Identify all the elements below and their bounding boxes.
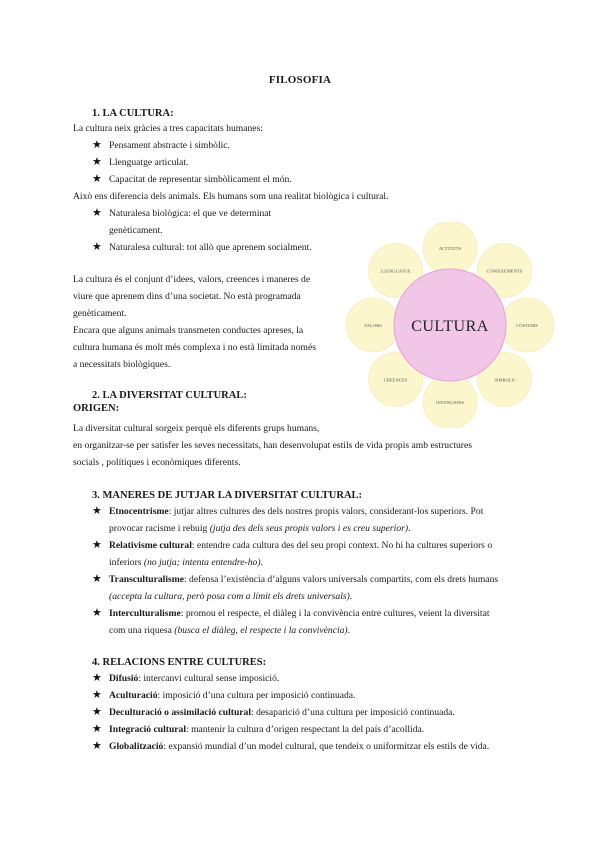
star-bullet-icon: ★ xyxy=(92,740,102,752)
s1-capacity: Pensament abstracte i simbòlic. xyxy=(109,140,230,151)
page-title: FILOSOFIA xyxy=(268,74,332,86)
diagram-center-label: CULTURA xyxy=(411,318,489,335)
s1-paragraph-line: genèticament. xyxy=(73,308,127,319)
s3-definition: : entendre cada cultura des del seu propi context. No hi ha cultures superiors o xyxy=(191,540,493,551)
s1-capacity: Llenguatge articulat. xyxy=(109,157,189,168)
s1-nature: Naturalesa biològica: el que ve determinat xyxy=(109,208,272,219)
s4-item xyxy=(109,721,424,738)
star-bullet-icon: ★ xyxy=(92,173,102,185)
s3-text: . xyxy=(408,523,411,534)
s3-definition: : promou el respecte, el diàleg i la convivència entre cultures, veient la diversitat xyxy=(180,608,490,619)
s3-item xyxy=(109,503,483,520)
s3-item-cont xyxy=(109,520,410,537)
s3-definition: : jutjar altres cultures des dels nostres propis valors, considerant-los superiors. Pot xyxy=(168,506,484,517)
s3-item-cont xyxy=(109,554,263,571)
s1-paragraph-line: Encara que alguns animals transmeten conductes apreses, la xyxy=(73,325,304,336)
s4-term: Globalització xyxy=(109,741,164,752)
s3-term: Transculturalisme xyxy=(109,574,184,585)
s4-definition: : imposició d’una cultura per imposició continuada. xyxy=(157,690,356,701)
s1-paragraph-line: a necessitats biològiques. xyxy=(73,359,171,370)
star-bullet-icon: ★ xyxy=(92,156,102,168)
s1-nature: Naturalesa cultural: tot allò que aprenem socialment. xyxy=(109,242,312,253)
s1-difference: Això ens diferencia dels animals. Els humans som una realitat biològica i cultural. xyxy=(73,191,389,202)
star-bullet-icon: ★ xyxy=(92,689,102,701)
s1-capacity: Capacitat de representar simbòlicament el món. xyxy=(109,174,292,185)
s4-item xyxy=(109,687,355,704)
s3-note: (busca el diàleg, el respecte i la convivència) xyxy=(174,625,348,636)
diagram-petal-label: CREENCES xyxy=(383,377,408,383)
s3-text: . xyxy=(260,557,263,568)
s3-text: . xyxy=(347,625,351,636)
s4-item xyxy=(109,670,279,687)
s4-term: Integració cultural xyxy=(109,724,187,735)
s3-term: Interculturalisme xyxy=(109,608,181,619)
diagram-petal-label: CONEIXEMENTS xyxy=(486,268,523,274)
s1-intro: La cultura neix gràcies a tres capacitats humanes: xyxy=(73,123,263,134)
section-2-heading: 2. LA DIVERSITAT CULTURAL: xyxy=(92,390,247,401)
s3-item xyxy=(109,537,492,554)
s4-term: Deculturació o assimilació cultural xyxy=(109,707,252,718)
diagram-petal-label: INVENCIONS xyxy=(435,400,465,405)
s2-line: en organitzar-se per satisfer les seves necessitats, han desenvolupat estils de vida propis amb estructures xyxy=(73,440,472,451)
diagram-petal-label: VALORS xyxy=(364,323,382,328)
s4-definition: : expansió mundial d’un model cultural, que tendeix o uniformitzar els estils de vida. xyxy=(163,741,490,752)
star-bullet-icon: ★ xyxy=(92,706,102,718)
s2-subheading: ORIGEN: xyxy=(73,403,120,414)
s3-text: . xyxy=(349,591,353,602)
s4-term: Difusió xyxy=(109,673,139,684)
star-bullet-icon: ★ xyxy=(92,672,102,684)
s3-definition: : defensa l’existència d’alguns valors universals compartits, com els drets humans xyxy=(183,574,499,585)
s4-definition: : desaparició d’una cultura per imposició continuada. xyxy=(251,707,455,718)
s3-item-cont xyxy=(109,622,350,639)
star-bullet-icon: ★ xyxy=(92,723,102,735)
star-bullet-icon: ★ xyxy=(92,573,102,585)
s4-item xyxy=(109,704,455,721)
culture-flower-diagram xyxy=(340,222,560,428)
s3-text: com una riquesa xyxy=(109,625,175,636)
star-bullet-icon: ★ xyxy=(92,207,102,219)
diagram-petal-label: LLENGUATGE xyxy=(380,268,411,274)
s3-note: (jutja des dels seus propis valors i es creu superior) xyxy=(209,523,409,534)
section-4-heading: 4. RELACIONS ENTRE CULTURES: xyxy=(92,657,267,668)
star-bullet-icon: ★ xyxy=(92,241,102,253)
s1-paragraph-line: La cultura és el conjunt d’idees, valors, creences i maneres de xyxy=(73,274,311,285)
s4-definition: : mantenir la cultura d’origen respectant la del país d’acollida. xyxy=(186,724,425,735)
diagram-petal-label: SIMBOLS xyxy=(494,377,515,383)
s1-paragraph-line: cultura humana és molt més complexa i no està limitada només xyxy=(73,342,316,353)
s3-item-cont xyxy=(109,588,352,605)
star-bullet-icon: ★ xyxy=(92,505,102,517)
s4-definition: : intercanvi cultural sense imposició. xyxy=(138,673,280,684)
star-bullet-icon: ★ xyxy=(92,139,102,151)
s3-term: Relativisme cultural xyxy=(109,540,192,551)
s3-text: provocar racisme i rebuig xyxy=(109,523,210,534)
diagram-petal-label: ACTITUTS xyxy=(438,246,462,251)
s1-nature-cont: genèticament. xyxy=(109,225,163,236)
s4-term: Aculturació xyxy=(109,690,158,701)
diagram-petal-label: COSTUMS xyxy=(516,323,538,328)
s3-note: (accepta la cultura, però posa com a límit els drets universals) xyxy=(109,591,350,602)
s2-line: La diversitat cultural sorgeix perquè els diferents grups humans, xyxy=(73,423,320,434)
s3-text: inferiors xyxy=(109,557,144,568)
s3-item xyxy=(109,605,490,622)
s1-paragraph-line: viure que aprenem dins d’una societat. No està programada xyxy=(73,291,301,302)
s2-line: socials , polítiques i econòmiques diferents. xyxy=(73,457,241,468)
s3-item xyxy=(109,571,498,588)
section-3-heading: 3. MANERES DE JUTJAR LA DIVERSITAT CULTURAL: xyxy=(92,490,363,501)
s3-note: (no jutja; intenta entendre-ho) xyxy=(143,557,261,568)
section-1-heading: 1. LA CULTURA: xyxy=(92,108,174,119)
s3-term: Etnocentrisme xyxy=(109,506,169,517)
star-bullet-icon: ★ xyxy=(92,539,102,551)
s4-item xyxy=(109,738,489,755)
star-bullet-icon: ★ xyxy=(92,607,102,619)
